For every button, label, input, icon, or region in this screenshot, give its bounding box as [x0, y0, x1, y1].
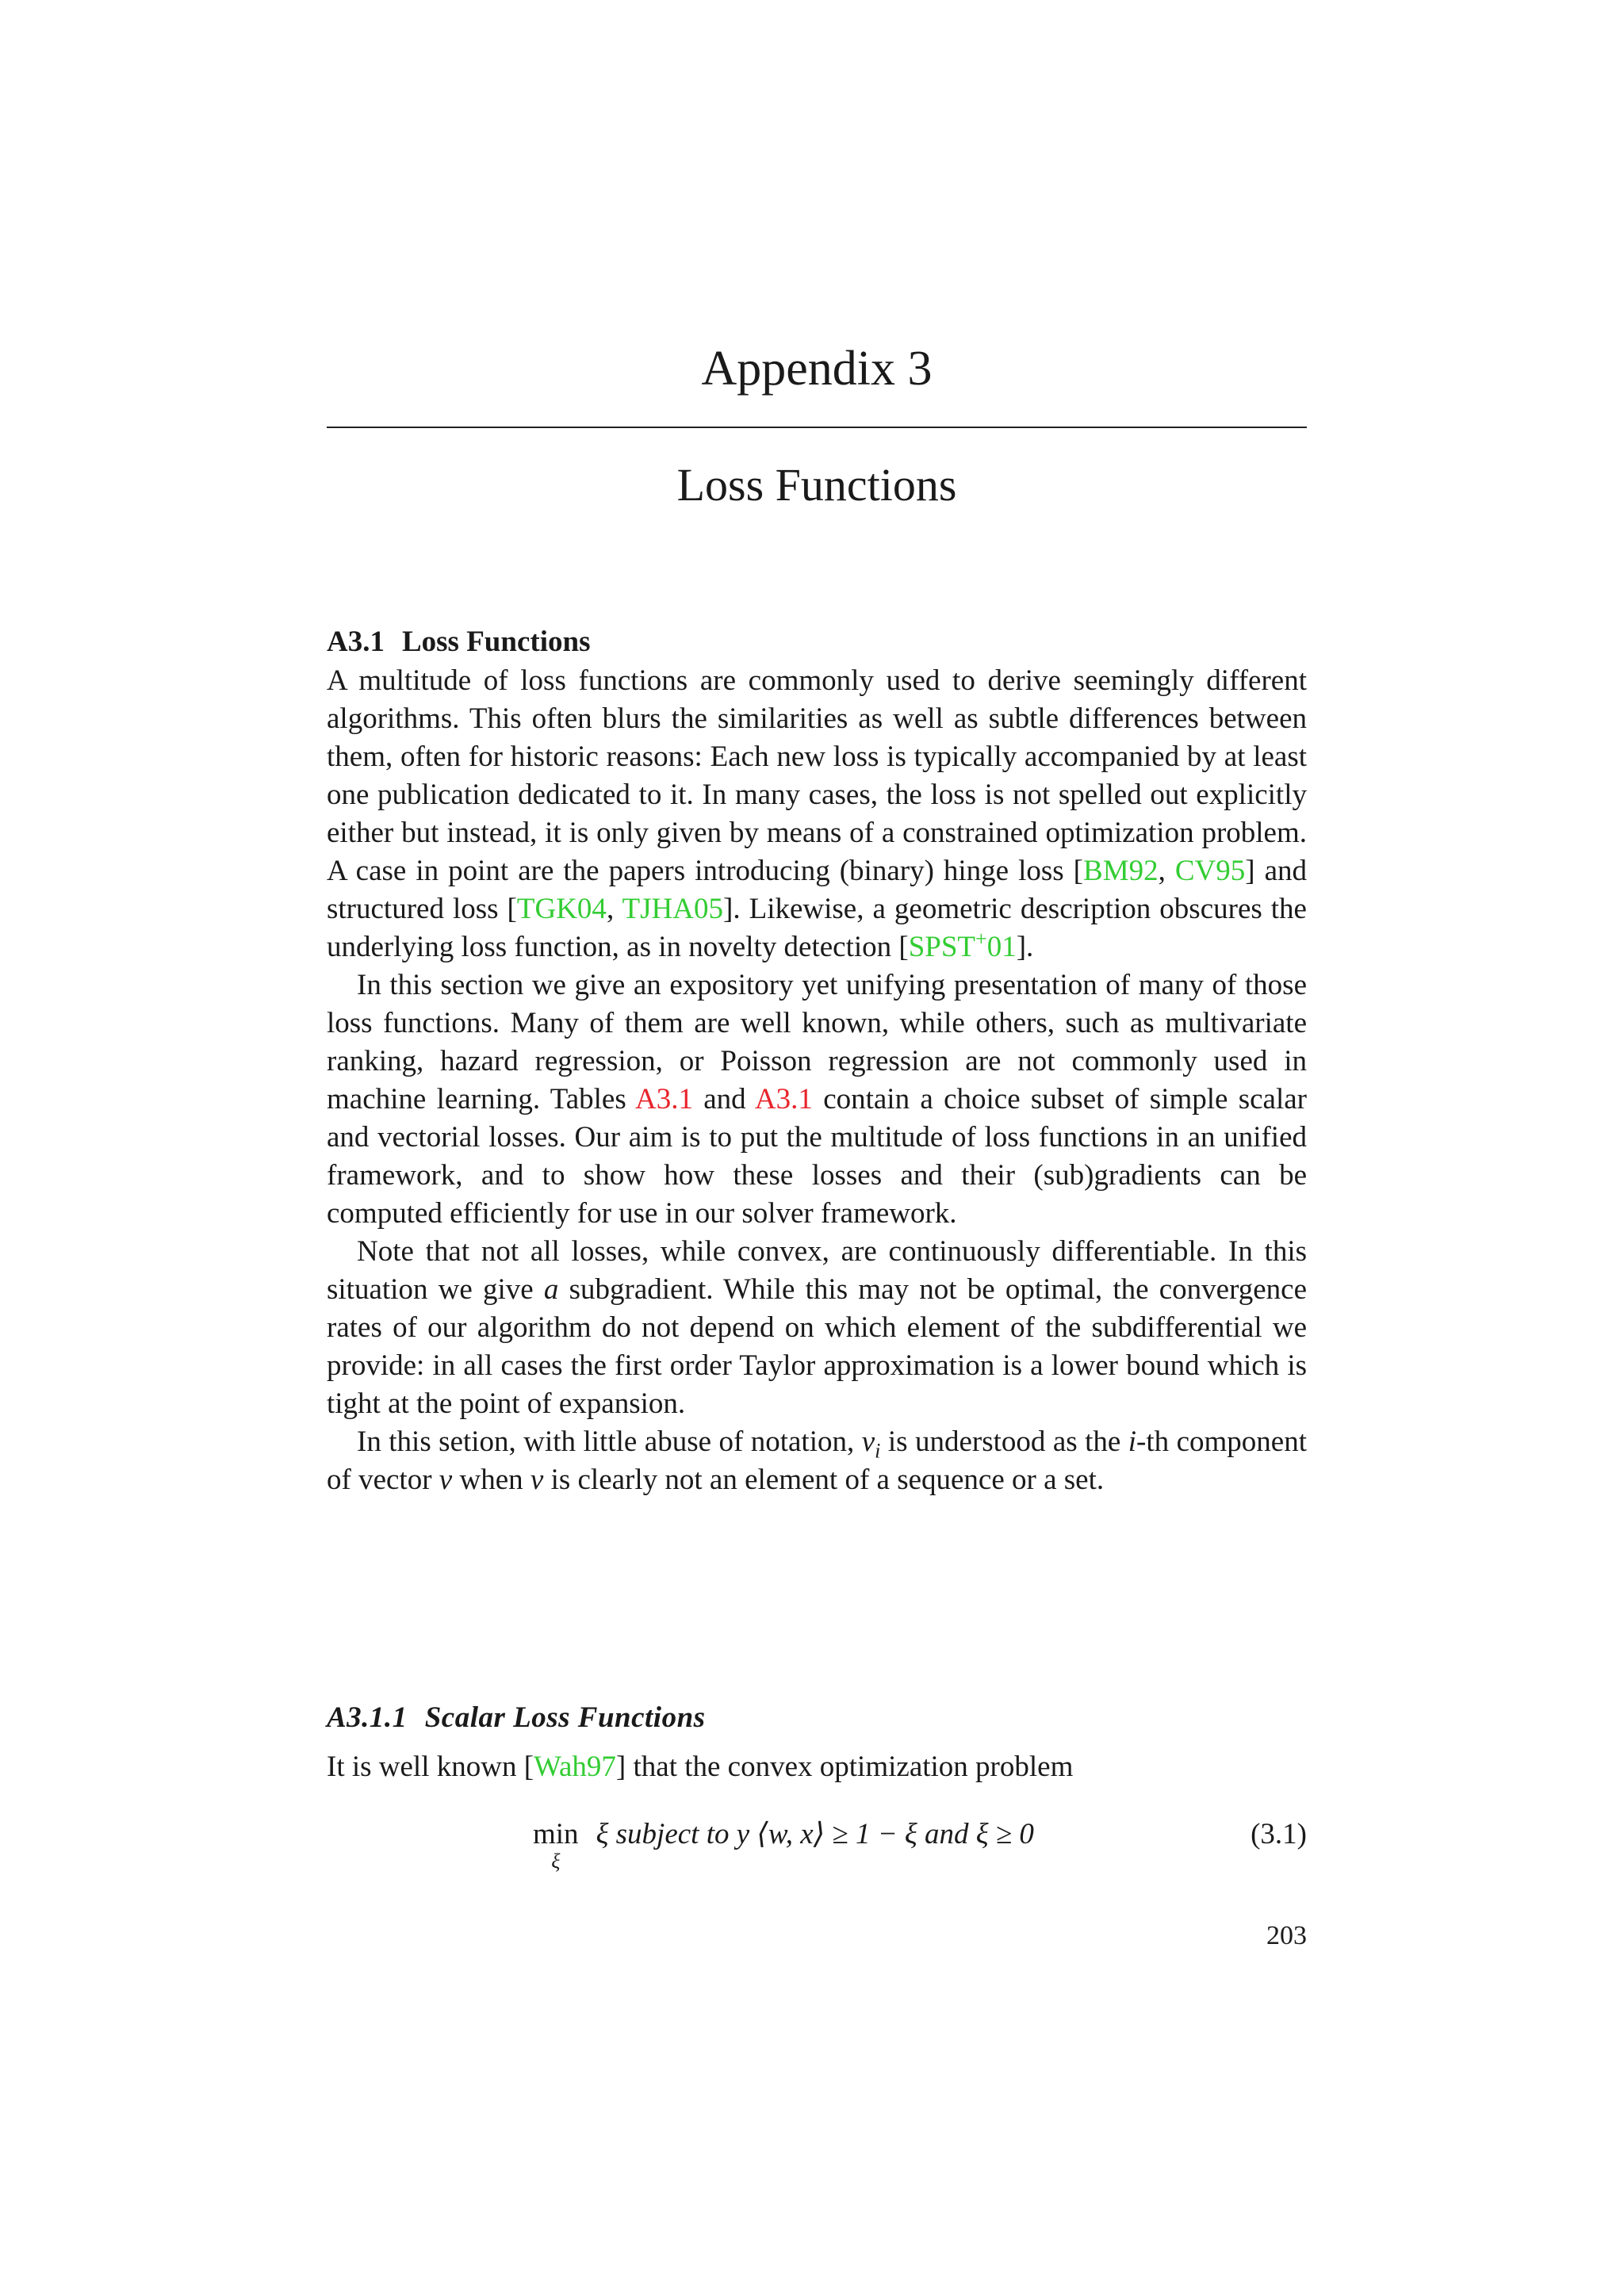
citation-wah97[interactable]: Wah97 [534, 1751, 616, 1783]
page-number: 203 [1266, 1921, 1307, 1950]
section-heading [327, 622, 590, 662]
citation-tjha05[interactable]: TJHA05 [622, 893, 723, 925]
equation-min-operator: min ξ [533, 1818, 579, 1873]
chapter-title: Loss Functions [676, 459, 957, 511]
section-body [327, 662, 1307, 1499]
paragraph-5: It is well known [Wah97] that the convex optimization problem [327, 1751, 1074, 1783]
citation-bm92[interactable]: BM92 [1083, 855, 1159, 887]
equation-body [533, 1816, 1034, 1873]
section-title: Loss Functions [401, 626, 591, 658]
equation-expression: ξ subject to y ⟨w, x⟩ ≥ 1 − ξ and ξ ≥ 0 [596, 1818, 1034, 1850]
section-number: A3.1 [327, 626, 385, 658]
subsection-number: A3.1.1 [327, 1701, 408, 1734]
citation-spst01[interactable]: SPST+01 [908, 927, 1017, 963]
subsection-body [327, 1748, 1307, 1786]
paragraph-4: In this setion, with little abuse of notation, $v_i$ is understood as the i-th component of vector v when v is clearly not an element of a sequence or a set. [327, 1425, 1308, 1496]
table-ref-1[interactable]: A3.1 [634, 1083, 693, 1115]
paragraph-3: Note that not all losses, while convex, are continuously differentiable. In this situation we give a subgradient. While this may not be optimal, the convergence rates of our algorithm do not depend on which element of the subdifferential we provide: in all cases the first order Taylor approximation is a lower bound which is tight at the point of expansion. [327, 1235, 1307, 1420]
subsection-title: Scalar Loss Functions [424, 1701, 706, 1734]
citation-cv95[interactable]: CV95 [1174, 855, 1246, 887]
table-ref-2[interactable]: A3.1 [754, 1083, 813, 1115]
citation-tgk04[interactable]: TGK04 [516, 893, 607, 925]
equation-number: (3.1) [1251, 1818, 1307, 1850]
subsection-heading [327, 1698, 706, 1738]
equation-3-1 [327, 1816, 1307, 1871]
paragraph-1: A multitude of loss functions are commonly used to derive seemingly different algorithms. This often blurs the similarities as well as subtle differences between them, often for historic reasons: Each new loss is typically accompanied by at least one publication dedicated to it. In many cases, the loss is not spelled out explicitly either but instead, it is only given by means of a constrained optimization problem. A case in point are the papers introducing (binary) hinge loss [BM92, CV95] and structured loss [TGK04, TJHA05]. Likewise, a geometric description obscures the underlying loss function, as in novelty detection [SPST+01]. [327, 664, 1308, 963]
chapter-rule [327, 427, 1307, 428]
paragraph-2: In this section we give an expository yet unifying presentation of many of those loss functions. Many of them are well known, while others, such as multivariate ranking, hazard regression, or Poisson regression are not commonly used in machine learning. Tables A3.1 and A3.1 contain a choice subset of simple scalar and vectorial losses. Our aim is to put the multitude of loss functions in an unified framework, and to show how these losses and their (sub)gradients can be computed efficiently for use in our solver framework. [327, 969, 1307, 1230]
chapter-label: Appendix 3 [701, 342, 933, 396]
